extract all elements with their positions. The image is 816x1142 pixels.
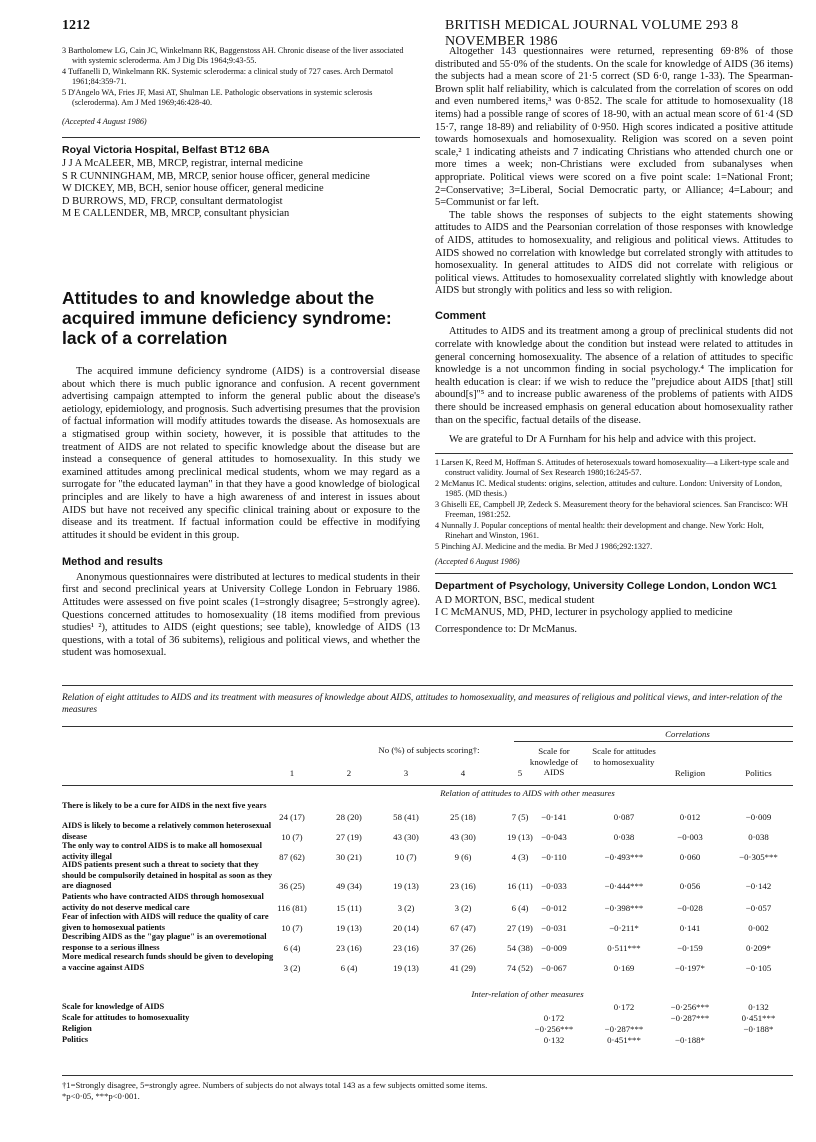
reference: 4 Nunnally J. Popular conceptions of mental health: their development and change. New York: Holt, Rinehart and Winston, 1961. bbox=[435, 520, 764, 540]
score-cell: 58 (41) bbox=[393, 811, 419, 822]
intro-paragraph: The acquired immune deficiency syndrome (AIDS) is a controversial disease about which there is much public ignorance and confusion. A recent government advertising campaign attempted to inform the general public about the disease's aetiology, epidemiology, and prognosis. Such advertising presumes that the provision of factual information will modify attitudes towards the disease. As homosexuals are a stigmatised group within society, however, it is possible that attitudes to the treatment of AIDS are not related to specific knowledge about the disease but are instead a consequence of general attitudes to homosexuality. In this study we examined attitudes among preclinical medical students, whom we may regard as a surrogate for "the educated layman" in that they have a good knowledge of biological principles and are likely to have a high awareness of and interest in issues about AIDS but have not received any specific clinical training about or exposure to the disease and its treatment. If factual information could be effective in modifying attitudes it should be evident in this group. bbox=[62, 366, 420, 541]
affiliation: Department of Psychology, University College London, London WC1 bbox=[435, 580, 777, 593]
prev-author: W DICKEY, MB, BCH, senior house officer, general medicine bbox=[62, 183, 324, 194]
score-cell: 27 (19) bbox=[507, 922, 533, 933]
prev-reference: 3 Bartholomew LG, Cain JC, Winkelmann RK, Baggenstoss AH. Chronic disease of the liver associated with systemic scleroderma. Am J Dig Dis 1964;9:43-55. bbox=[62, 46, 404, 65]
score-column-header: 5 bbox=[517, 768, 523, 778]
reference: 3 Ghiselli EE, Campbell JP, Zedeck S. Measurement theory for the behavioral sciences. San Francisco: WH Freeman, 1981:252. bbox=[435, 499, 788, 519]
score-cell: 3 (2) bbox=[283, 962, 301, 973]
statement-cell: More medical research funds should be given to developing a vaccine against AIDS bbox=[62, 952, 274, 972]
references-list bbox=[435, 458, 793, 552]
corr-cell: 0·056 bbox=[679, 881, 701, 892]
score-cell: 4 (3) bbox=[511, 851, 529, 862]
section-label: Relation of attitudes to AIDS with other measures bbox=[440, 788, 615, 798]
table-rule bbox=[62, 726, 793, 727]
inter-corr-cell: −0·287*** bbox=[670, 1013, 710, 1023]
corr-cell: −0·110 bbox=[541, 851, 567, 862]
score-cell: 15 (11) bbox=[336, 902, 362, 913]
corr-cell: −0·012 bbox=[541, 902, 567, 913]
inter-row-label: Scale for knowledge of AIDS bbox=[62, 1002, 165, 1011]
footnote: *p<0·05, ***p<0·001. bbox=[62, 1090, 140, 1101]
inter-corr-cell: −0·256*** bbox=[670, 1002, 710, 1012]
score-cell: 37 (26) bbox=[450, 942, 476, 953]
score-cell: 25 (18) bbox=[450, 811, 476, 822]
score-cell: 6 (4) bbox=[511, 902, 529, 913]
score-cell: 54 (38) bbox=[507, 942, 533, 953]
corr-cell: −0·067 bbox=[541, 962, 567, 973]
inter-row-label: Politics bbox=[62, 1035, 89, 1044]
corr-cell: 0·209* bbox=[746, 942, 771, 953]
corr-cell: 0·511*** bbox=[607, 942, 641, 953]
score-cell: 23 (16) bbox=[450, 881, 476, 892]
score-cell: 19 (13) bbox=[393, 881, 419, 892]
inter-corr-cell: 0·132 bbox=[543, 1035, 565, 1045]
score-column-header: 4 bbox=[460, 768, 466, 778]
score-cell: 74 (52) bbox=[507, 962, 533, 973]
corr-cell: −0·057 bbox=[745, 902, 772, 913]
prev-author: D BURROWS, MD, FRCP, consultant dermatologist bbox=[62, 195, 283, 207]
score-cell: 49 (34) bbox=[336, 881, 362, 892]
score-cell: 28 (20) bbox=[336, 811, 362, 822]
corr-column-header: Scale for knowledge of AIDS bbox=[529, 746, 579, 778]
corr-cell: −0·033 bbox=[541, 881, 567, 892]
score-cell: 30 (21) bbox=[336, 851, 362, 862]
score-cell: 43 (30) bbox=[450, 831, 476, 842]
corr-cell: 0·141 bbox=[679, 922, 701, 933]
comment-paragraph: Attitudes to AIDS and its treatment among a group of preclinical students did not correlate with knowledge about the condition but instead were related to attitudes in general concerning homosexuality. The absence of a relation of attitudes to specific knowledge is a not uncommon finding in social psychology.⁴ The implication for health education is clear: if we wish to reduce the "prejudice about AIDS [that] still abound[s]"⁵ and to increase public awareness of the problems of patients with AIDS there should be increased emphasis on general education about homosexuality rather than on the specific, factual details of the disease. bbox=[435, 326, 793, 426]
methods-paragraph: Anonymous questionnaires were distributed at lectures to medical students in their first and second preclinical years at University College London in February 1986. Attitudes were assessed on five point scales (1=strongly disagree; 5=strongly agree). Questions concerned attitudes to homosexuality (18 items modified from previous studies¹ ²), attitudes to AIDS (eight questions; see table), knowledge of AIDS (13 questions, with a total of 36 subitems), religious and political views, and whether the student was homosexual. bbox=[62, 571, 420, 659]
right-column bbox=[435, 46, 793, 636]
prev-references bbox=[62, 46, 420, 108]
score-cell: 3 (2) bbox=[397, 902, 415, 913]
corr-cell: −0·211* bbox=[609, 922, 639, 933]
score-column-header: 2 bbox=[346, 768, 352, 778]
corr-cell: −0·009 bbox=[541, 942, 567, 953]
score-cell: 24 (17) bbox=[279, 811, 305, 822]
inter-corr-cell: 0·451*** bbox=[607, 1035, 641, 1045]
corr-cell: −0·305*** bbox=[739, 851, 778, 862]
score-cell: 3 (2) bbox=[454, 902, 472, 913]
table-top-rule bbox=[62, 685, 793, 686]
prev-author: M E CALLENDER, MB, MRCP, consultant physician bbox=[62, 208, 290, 219]
inter-corr-cell: 0·172 bbox=[543, 1013, 565, 1023]
comment-heading: Comment bbox=[435, 309, 486, 322]
table-bottom-rule bbox=[62, 1075, 793, 1076]
score-cell: 20 (14) bbox=[393, 922, 419, 933]
score-column-header: 1 bbox=[289, 768, 295, 778]
corr-cell: −0·444*** bbox=[604, 881, 644, 892]
inter-corr-cell: −0·188* bbox=[675, 1035, 705, 1045]
inter-corr-cell: 0·132 bbox=[748, 1002, 769, 1012]
statement-cell: Patients who have contracted AIDS through homosexual activity do not deserve medical care bbox=[62, 892, 264, 912]
corr-cell: −0·398*** bbox=[604, 902, 644, 913]
inter-corr-cell: −0·287*** bbox=[604, 1024, 644, 1034]
score-cell: 19 (13) bbox=[507, 831, 533, 842]
corr-cell: −0·142 bbox=[745, 881, 772, 892]
corr-cell: 0·087 bbox=[613, 811, 635, 822]
score-cell: 36 (25) bbox=[279, 881, 305, 892]
author: A D MORTON, BSC, medical student bbox=[435, 594, 595, 606]
corr-column-header: Scale for attitudes to homosexuality bbox=[592, 746, 656, 767]
reference: 5 Pinching AJ. Medicine and the media. Br Med J 1986;292:1327. bbox=[435, 541, 653, 551]
corr-cell: −0·043 bbox=[541, 831, 567, 842]
prev-author: S R CUNNINGHAM, MB, MRCP, senior house officer, general medicine bbox=[62, 170, 370, 182]
score-cell: 10 (7) bbox=[281, 922, 303, 933]
corr-cell: −0·493*** bbox=[604, 851, 644, 862]
corr-cell: 0·002 bbox=[748, 922, 769, 933]
page-number: 1212 bbox=[62, 18, 90, 33]
page-header bbox=[62, 18, 792, 49]
corr-cell: 0·169 bbox=[613, 962, 635, 973]
table-caption: Relation of eight attitudes to AIDS and its treatment with measures of knowledge about AIDS, attitudes to homosexuality, and measures of religious and political views, and inter-relation of the measures bbox=[62, 693, 783, 715]
author: I C McMANUS, MD, PHD, lecturer in psychology applied to medicine bbox=[435, 607, 733, 619]
correlations-header: Correlations bbox=[665, 729, 710, 739]
score-column-header: 3 bbox=[403, 768, 409, 778]
corr-cell: 0·038 bbox=[748, 831, 769, 842]
section-label: Inter-relation of other measures bbox=[471, 989, 584, 999]
scores-header: No (%) of subjects scoring†: bbox=[378, 745, 480, 755]
corr-column-header: Politics bbox=[745, 768, 772, 778]
corr-cell: −0·003 bbox=[677, 831, 703, 842]
prev-accepted: (Accepted 4 August 1986) bbox=[62, 117, 147, 126]
score-cell: 87 (62) bbox=[279, 851, 305, 862]
correspondence: Correspondence to: Dr McManus. bbox=[435, 623, 577, 635]
corr-cell: −0·197* bbox=[675, 962, 705, 973]
statement-cell: Fear of infection with AIDS will reduce the quality of care given to homosexual patients bbox=[62, 912, 269, 932]
article-title-block bbox=[62, 288, 420, 348]
prev-reference: 5 D'Angelo WA, Fries JF, Masi AT, Shulman LE. Pathologic observations in systemic sclerosis (scleroderma). Am J Med 1969;46:428-40. bbox=[62, 88, 373, 107]
left-body bbox=[62, 366, 420, 660]
inter-row-label: Scale for attitudes to homosexuality bbox=[62, 1013, 190, 1022]
inter-row-label: Religion bbox=[62, 1024, 92, 1033]
score-cell: 23 (16) bbox=[336, 942, 362, 953]
corr-cell: −0·159 bbox=[677, 942, 703, 953]
score-cell: 10 (7) bbox=[395, 851, 417, 862]
results-paragraph-1: Altogether 143 questionnaires were returned, representing 69·8% of those distributed and 55·0% of the students. On the scale for knowledge of AIDS (36 items) the subjects had a mean score of 21·5 correct (SD 6·0, range 1-33). The Spearman-Brown split half reliability, which is calculated from the correlation of scores on odd and even numbered items,³ was 0·852. The scale for attitude to homosexuality (18 items) had a possible range of scores of 18-90, with an actual mean score of 61·4 (SD 15·7, range 18-89) and reliability of 0·950. High scores indicated a positive attitude towards homosexuals and homosexuality. Religion was scored on a seven point scale,² 1 indicating atheists and 7 indicating Christians who attended church one or more times a week; non-Christians were excluded from subanalyses when appropriate. Political views were scored on a five point scale: 1=National Front; 2=Conservative; 3=Liberal, Social Democratic party, or Alliance; 4=Labour; and 5=Communist or far left. bbox=[435, 46, 793, 209]
score-cell: 6 (4) bbox=[283, 942, 301, 953]
thanks-paragraph: We are grateful to Dr A Furnham for his help and advice with this project. bbox=[449, 434, 757, 446]
prev-affiliation: Royal Victoria Hospital, Belfast BT12 6BA bbox=[62, 143, 270, 156]
score-cell: 27 (19) bbox=[336, 831, 362, 842]
corr-cell: 0·012 bbox=[679, 811, 701, 822]
divider bbox=[62, 137, 420, 138]
corr-cell: 0·060 bbox=[679, 851, 701, 862]
divider bbox=[435, 573, 793, 574]
score-cell: 10 (7) bbox=[281, 831, 303, 842]
score-cell: 9 (6) bbox=[454, 851, 472, 862]
reference: 2 McManus IC. Medical students: origins, selection, attitudes and culture. London: University of London, 1985. (MD thesis.) bbox=[435, 478, 783, 498]
journal-line: BRITISH MEDICAL JOURNAL VOLUME 293 8 NOVEMBER 1986 bbox=[445, 18, 739, 49]
inter-corr-cell: −0·188* bbox=[743, 1024, 774, 1034]
statement-cell: There is likely to be a cure for AIDS in the next five years bbox=[62, 801, 267, 810]
score-cell: 116 (81) bbox=[277, 902, 307, 913]
statement-cell: AIDS patients present such a threat to society that they should be compulsorily detained in hospital as soon as they are diagnosed bbox=[62, 860, 273, 891]
methods-heading: Method and results bbox=[62, 556, 163, 569]
score-cell: 19 (13) bbox=[393, 962, 419, 973]
article-title: Attitudes to and knowledge about the acquired immune deficiency syndrome: lack of a correlation bbox=[62, 288, 392, 348]
corr-cell: 0·038 bbox=[613, 831, 635, 842]
prev-reference: 4 Tuffanelli D, Winkelmann RK. Systemic scleroderma: a clinical study of 727 cases. Arch Dermatol 1961;84:359-71. bbox=[62, 67, 394, 86]
footnote: †1=Strongly disagree, 5=strongly agree. Numbers of subjects do not always total 143 as a few subjects omitted some items. bbox=[62, 1080, 488, 1090]
score-cell: 41 (29) bbox=[450, 962, 476, 973]
score-cell: 6 (4) bbox=[340, 962, 358, 973]
prev-author: J J A McALEER, MB, MRCP, registrar, internal medicine bbox=[62, 158, 303, 169]
table-footnotes bbox=[62, 1080, 793, 1101]
corr-cell: −0·105 bbox=[745, 962, 772, 973]
score-cell: 67 (47) bbox=[450, 922, 476, 933]
statement-cell: AIDS is likely to become a relatively common heterosexual disease bbox=[62, 821, 272, 841]
left-column bbox=[62, 46, 420, 221]
statement-cell: The only way to control AIDS is to make all homosexual activity illegal bbox=[62, 841, 262, 861]
score-cell: 19 (13) bbox=[336, 922, 362, 933]
corr-cell: −0·141 bbox=[541, 811, 567, 822]
score-cell: 43 (30) bbox=[393, 831, 419, 842]
statement-cell: Describing AIDS as the "gay plague" is an overemotional response to a serious illness bbox=[62, 932, 267, 952]
score-cell: 16 (11) bbox=[507, 881, 533, 892]
score-cell: 23 (16) bbox=[393, 942, 419, 953]
corr-cell: −0·009 bbox=[745, 811, 772, 822]
divider bbox=[435, 453, 793, 454]
inter-corr-cell: 0·451*** bbox=[741, 1013, 776, 1023]
corr-column-header: Religion bbox=[674, 768, 706, 778]
reference: 1 Larsen K, Reed M, Hoffman S. Attitudes of heterosexuals toward homosexuality—a Likert-type scale and construct validity. Journal of Sex Research 1980;16:245-57. bbox=[435, 457, 789, 477]
header-rule bbox=[62, 785, 793, 786]
score-cell: 7 (5) bbox=[511, 811, 529, 822]
corr-cell: −0·031 bbox=[541, 922, 567, 933]
corr-cell: −0·028 bbox=[677, 902, 703, 913]
results-paragraph-2: The table shows the responses of subjects to the eight statements showing attitudes to AIDS and the Pearsonian correlation of those responses with knowledge of AIDS, attitudes to homosexuality, and religious and political views. Attitudes to AIDS showed no correlation with knowledge but correlated strongly with attitudes to homosexuality. In general attitudes to AIDS did not correlate with religious or political views. Attitudes to homosexuality correlated slightly with knowledge about AIDS but strongly with politics and less so with religion. bbox=[435, 209, 793, 297]
inter-corr-cell: −0·256*** bbox=[534, 1024, 574, 1034]
inter-corr-cell: 0·172 bbox=[613, 1002, 635, 1012]
accepted-date: (Accepted 6 August 1986) bbox=[435, 556, 520, 566]
correlations-rule bbox=[514, 741, 793, 742]
